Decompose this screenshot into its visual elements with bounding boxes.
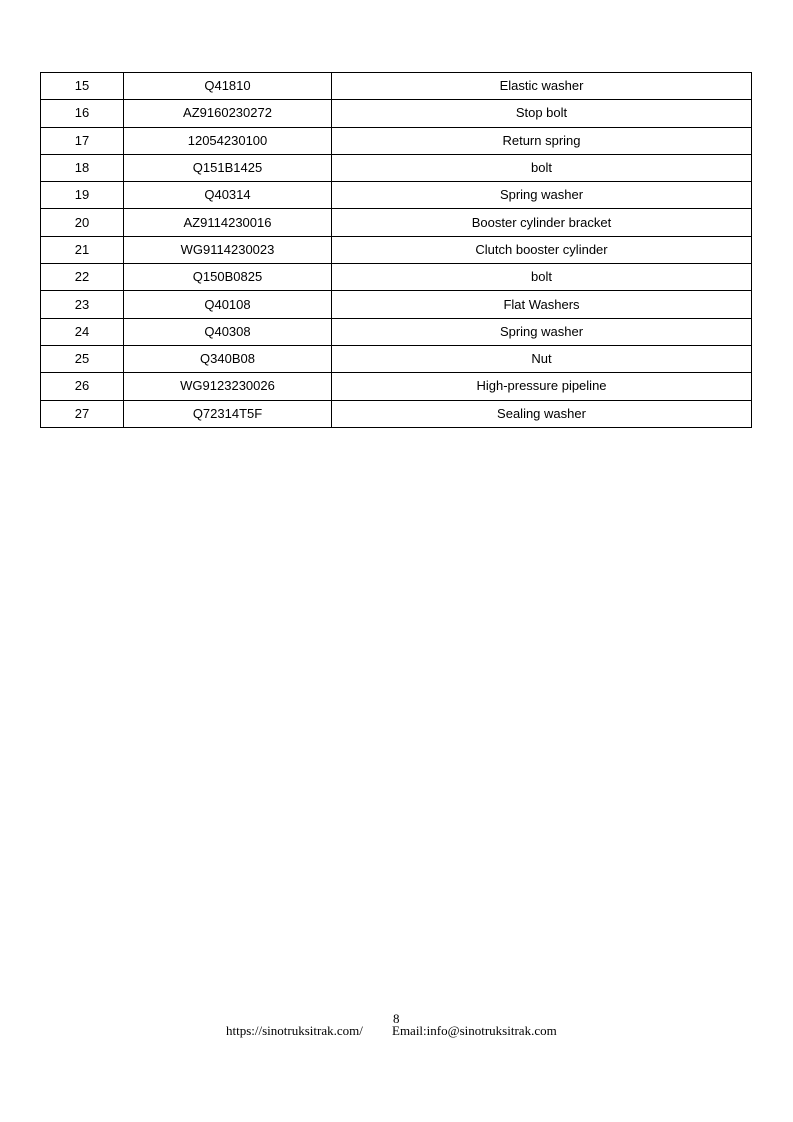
part-number-cell: Q150B0825 bbox=[124, 264, 332, 291]
part-name-cell: Return spring bbox=[332, 127, 752, 154]
item-number-cell: 25 bbox=[41, 345, 124, 372]
part-number-cell: AZ9114230016 bbox=[124, 209, 332, 236]
part-number-cell: WG9114230023 bbox=[124, 236, 332, 263]
table-row bbox=[41, 318, 752, 345]
part-number-cell: Q41810 bbox=[124, 73, 332, 100]
item-number-cell: 24 bbox=[41, 318, 124, 345]
website-link[interactable]: https://sinotruksitrak.com/ bbox=[226, 1023, 363, 1038]
table-row bbox=[41, 73, 752, 100]
part-name-cell: Spring washer bbox=[332, 318, 752, 345]
item-number-cell: 26 bbox=[41, 373, 124, 400]
table-row bbox=[41, 400, 752, 427]
part-number-cell: Q340B08 bbox=[124, 345, 332, 372]
item-number-cell: 17 bbox=[41, 127, 124, 154]
part-number-cell: WG9123230026 bbox=[124, 373, 332, 400]
item-number-cell: 19 bbox=[41, 182, 124, 209]
part-number-cell: Q40314 bbox=[124, 182, 332, 209]
parts-table bbox=[40, 72, 752, 428]
item-number-cell: 21 bbox=[41, 236, 124, 263]
part-name-cell: Spring washer bbox=[332, 182, 752, 209]
item-number-cell: 18 bbox=[41, 154, 124, 181]
table-row bbox=[41, 209, 752, 236]
table-row bbox=[41, 100, 752, 127]
table-row bbox=[41, 291, 752, 318]
page-number: 8 bbox=[393, 1011, 400, 1026]
item-number-cell: 22 bbox=[41, 264, 124, 291]
table-row bbox=[41, 182, 752, 209]
part-name-cell: Sealing washer bbox=[332, 400, 752, 427]
part-name-cell: Elastic washer bbox=[332, 73, 752, 100]
item-number-cell: 16 bbox=[41, 100, 124, 127]
table-row bbox=[41, 373, 752, 400]
part-name-cell: Nut bbox=[332, 345, 752, 372]
table-row bbox=[41, 154, 752, 181]
part-name-cell: Stop bolt bbox=[332, 100, 752, 127]
item-number-cell: 20 bbox=[41, 209, 124, 236]
part-name-cell: bolt bbox=[332, 154, 752, 181]
part-number-cell: 12054230100 bbox=[124, 127, 332, 154]
part-number-cell: Q72314T5F bbox=[124, 400, 332, 427]
item-number-cell: 23 bbox=[41, 291, 124, 318]
part-name-cell: Clutch booster cylinder bbox=[332, 236, 752, 263]
table-row bbox=[41, 236, 752, 263]
item-number-cell: 15 bbox=[41, 73, 124, 100]
part-number-cell: Q40308 bbox=[124, 318, 332, 345]
part-number-cell: AZ9160230272 bbox=[124, 100, 332, 127]
item-number-cell: 27 bbox=[41, 400, 124, 427]
table-row bbox=[41, 264, 752, 291]
part-name-cell: Flat Washers bbox=[332, 291, 752, 318]
parts-table-body bbox=[41, 73, 752, 428]
part-number-cell: Q151B1425 bbox=[124, 154, 332, 181]
table-row bbox=[41, 127, 752, 154]
table-row bbox=[41, 345, 752, 372]
part-name-cell: bolt bbox=[332, 264, 752, 291]
email-link[interactable]: Email:info@sinotruksitrak.com bbox=[392, 1023, 557, 1038]
part-name-cell: High-pressure pipeline bbox=[332, 373, 752, 400]
part-name-cell: Booster cylinder bracket bbox=[332, 209, 752, 236]
part-number-cell: Q40108 bbox=[124, 291, 332, 318]
